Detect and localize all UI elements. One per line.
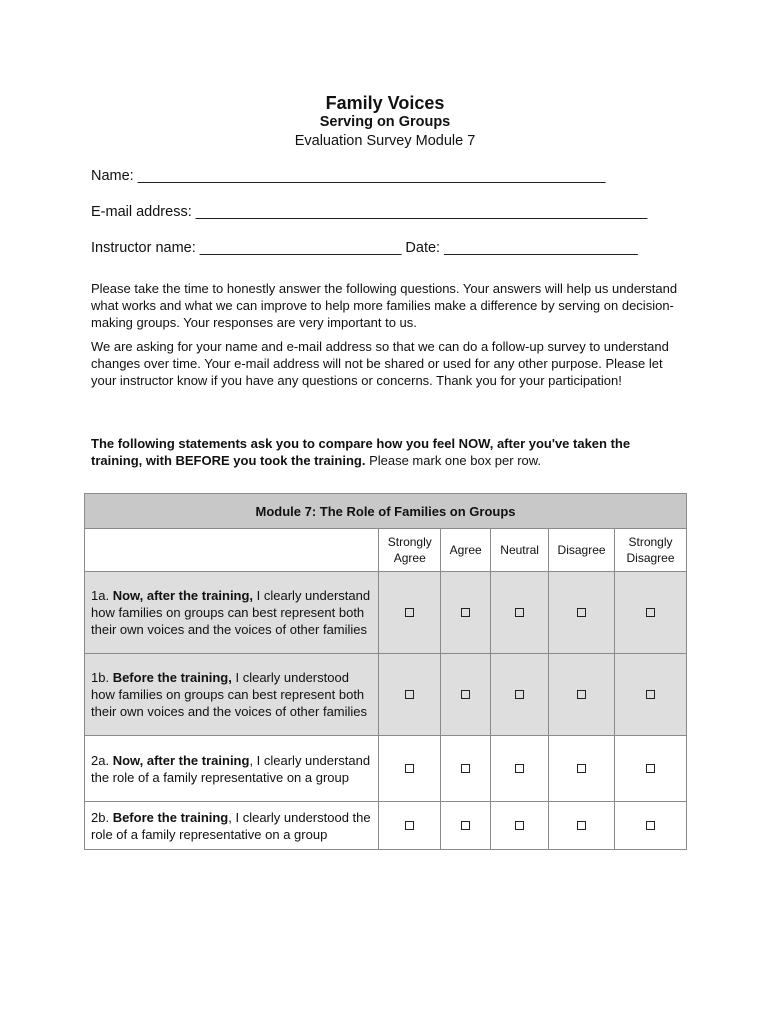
instructions — [91, 435, 681, 469]
instructions-bold: The following statements ask you to compare how you feel NOW, after you've taken the training, with BEFORE you took the training. — [91, 436, 631, 468]
statement-1a: 1a. Now, after the training, I clearly understand how families on groups can best represent both their own voices and the voices of other families — [85, 572, 379, 654]
statement-2a: 2a. Now, after the training, I clearly understand the role of a family representative on a group — [85, 736, 379, 802]
checkbox-1b-strongly-disagree[interactable] — [615, 654, 687, 736]
column-header-row — [85, 529, 687, 572]
checkbox-1a-agree[interactable] — [441, 572, 491, 654]
col-disagree: Disagree — [549, 529, 615, 572]
checkbox-1b-neutral[interactable] — [491, 654, 549, 736]
checkbox-1a-disagree[interactable] — [549, 572, 615, 654]
checkbox-2a-strongly-agree[interactable] — [379, 736, 441, 802]
col-neutral: Neutral — [491, 529, 549, 572]
checkbox-1a-neutral[interactable] — [491, 572, 549, 654]
statement-2b: 2b. Before the training, I clearly understood the role of a family representative on a group — [85, 802, 379, 850]
instructions-rest: Please mark one box per row. — [365, 453, 542, 468]
checkbox-1a-strongly-disagree[interactable] — [615, 572, 687, 654]
table-row — [85, 654, 687, 736]
col-agree: Agree — [441, 529, 491, 572]
intro-paragraph-1: Please take the time to honestly answer the following questions. Your answers will help us understand what works and what we can improve to help more families make a difference by serving on decision-making groups. Your responses are very important to us. — [91, 281, 678, 330]
checkbox-2a-strongly-disagree[interactable] — [615, 736, 687, 802]
survey-table — [84, 493, 687, 850]
col-strongly-disagree: Strongly Disagree — [615, 529, 687, 572]
checkbox-2a-neutral[interactable] — [491, 736, 549, 802]
checkbox-2b-strongly-disagree[interactable] — [615, 802, 687, 850]
checkbox-2a-disagree[interactable] — [549, 736, 615, 802]
checkbox-1b-disagree[interactable] — [549, 654, 615, 736]
checkbox-2b-strongly-agree[interactable] — [379, 802, 441, 850]
name-field[interactable]: Name: __________________________________________________________ — [91, 168, 606, 184]
document-subtitle: Serving on Groups — [319, 114, 451, 130]
intro-paragraph-2: We are asking for your name and e-mail address so that we can do a follow-up survey to understand changes over time. Your e-mail address will not be shared or used for any other purpose. Please let your instructor know if you have any questions or concerns. Thank you for your participation! — [91, 339, 669, 388]
table-row — [85, 802, 687, 850]
document-title: Family Voices — [325, 93, 445, 113]
blank-header-cell — [85, 529, 379, 572]
checkbox-2a-agree[interactable] — [441, 736, 491, 802]
module-label: Evaluation Survey Module 7 — [294, 133, 476, 149]
table-heading-row — [85, 494, 687, 529]
col-strongly-agree: Strongly Agree — [379, 529, 441, 572]
instructor-date-field[interactable]: Instructor name: _________________________ Date: ________________________ — [91, 240, 638, 256]
checkbox-1a-strongly-agree[interactable] — [379, 572, 441, 654]
checkbox-2b-agree[interactable] — [441, 802, 491, 850]
checkbox-2b-disagree[interactable] — [549, 802, 615, 850]
table-row — [85, 736, 687, 802]
statement-1b: 1b. Before the training, I clearly understood how families on groups can best represent both their own voices and the voices of other families — [85, 654, 379, 736]
table-row — [85, 572, 687, 654]
checkbox-2b-neutral[interactable] — [491, 802, 549, 850]
table-heading: Module 7: The Role of Families on Groups — [85, 494, 687, 529]
checkbox-1b-agree[interactable] — [441, 654, 491, 736]
email-field[interactable]: E-mail address: ________________________________________________________ — [91, 204, 648, 220]
checkbox-1b-strongly-agree[interactable] — [379, 654, 441, 736]
